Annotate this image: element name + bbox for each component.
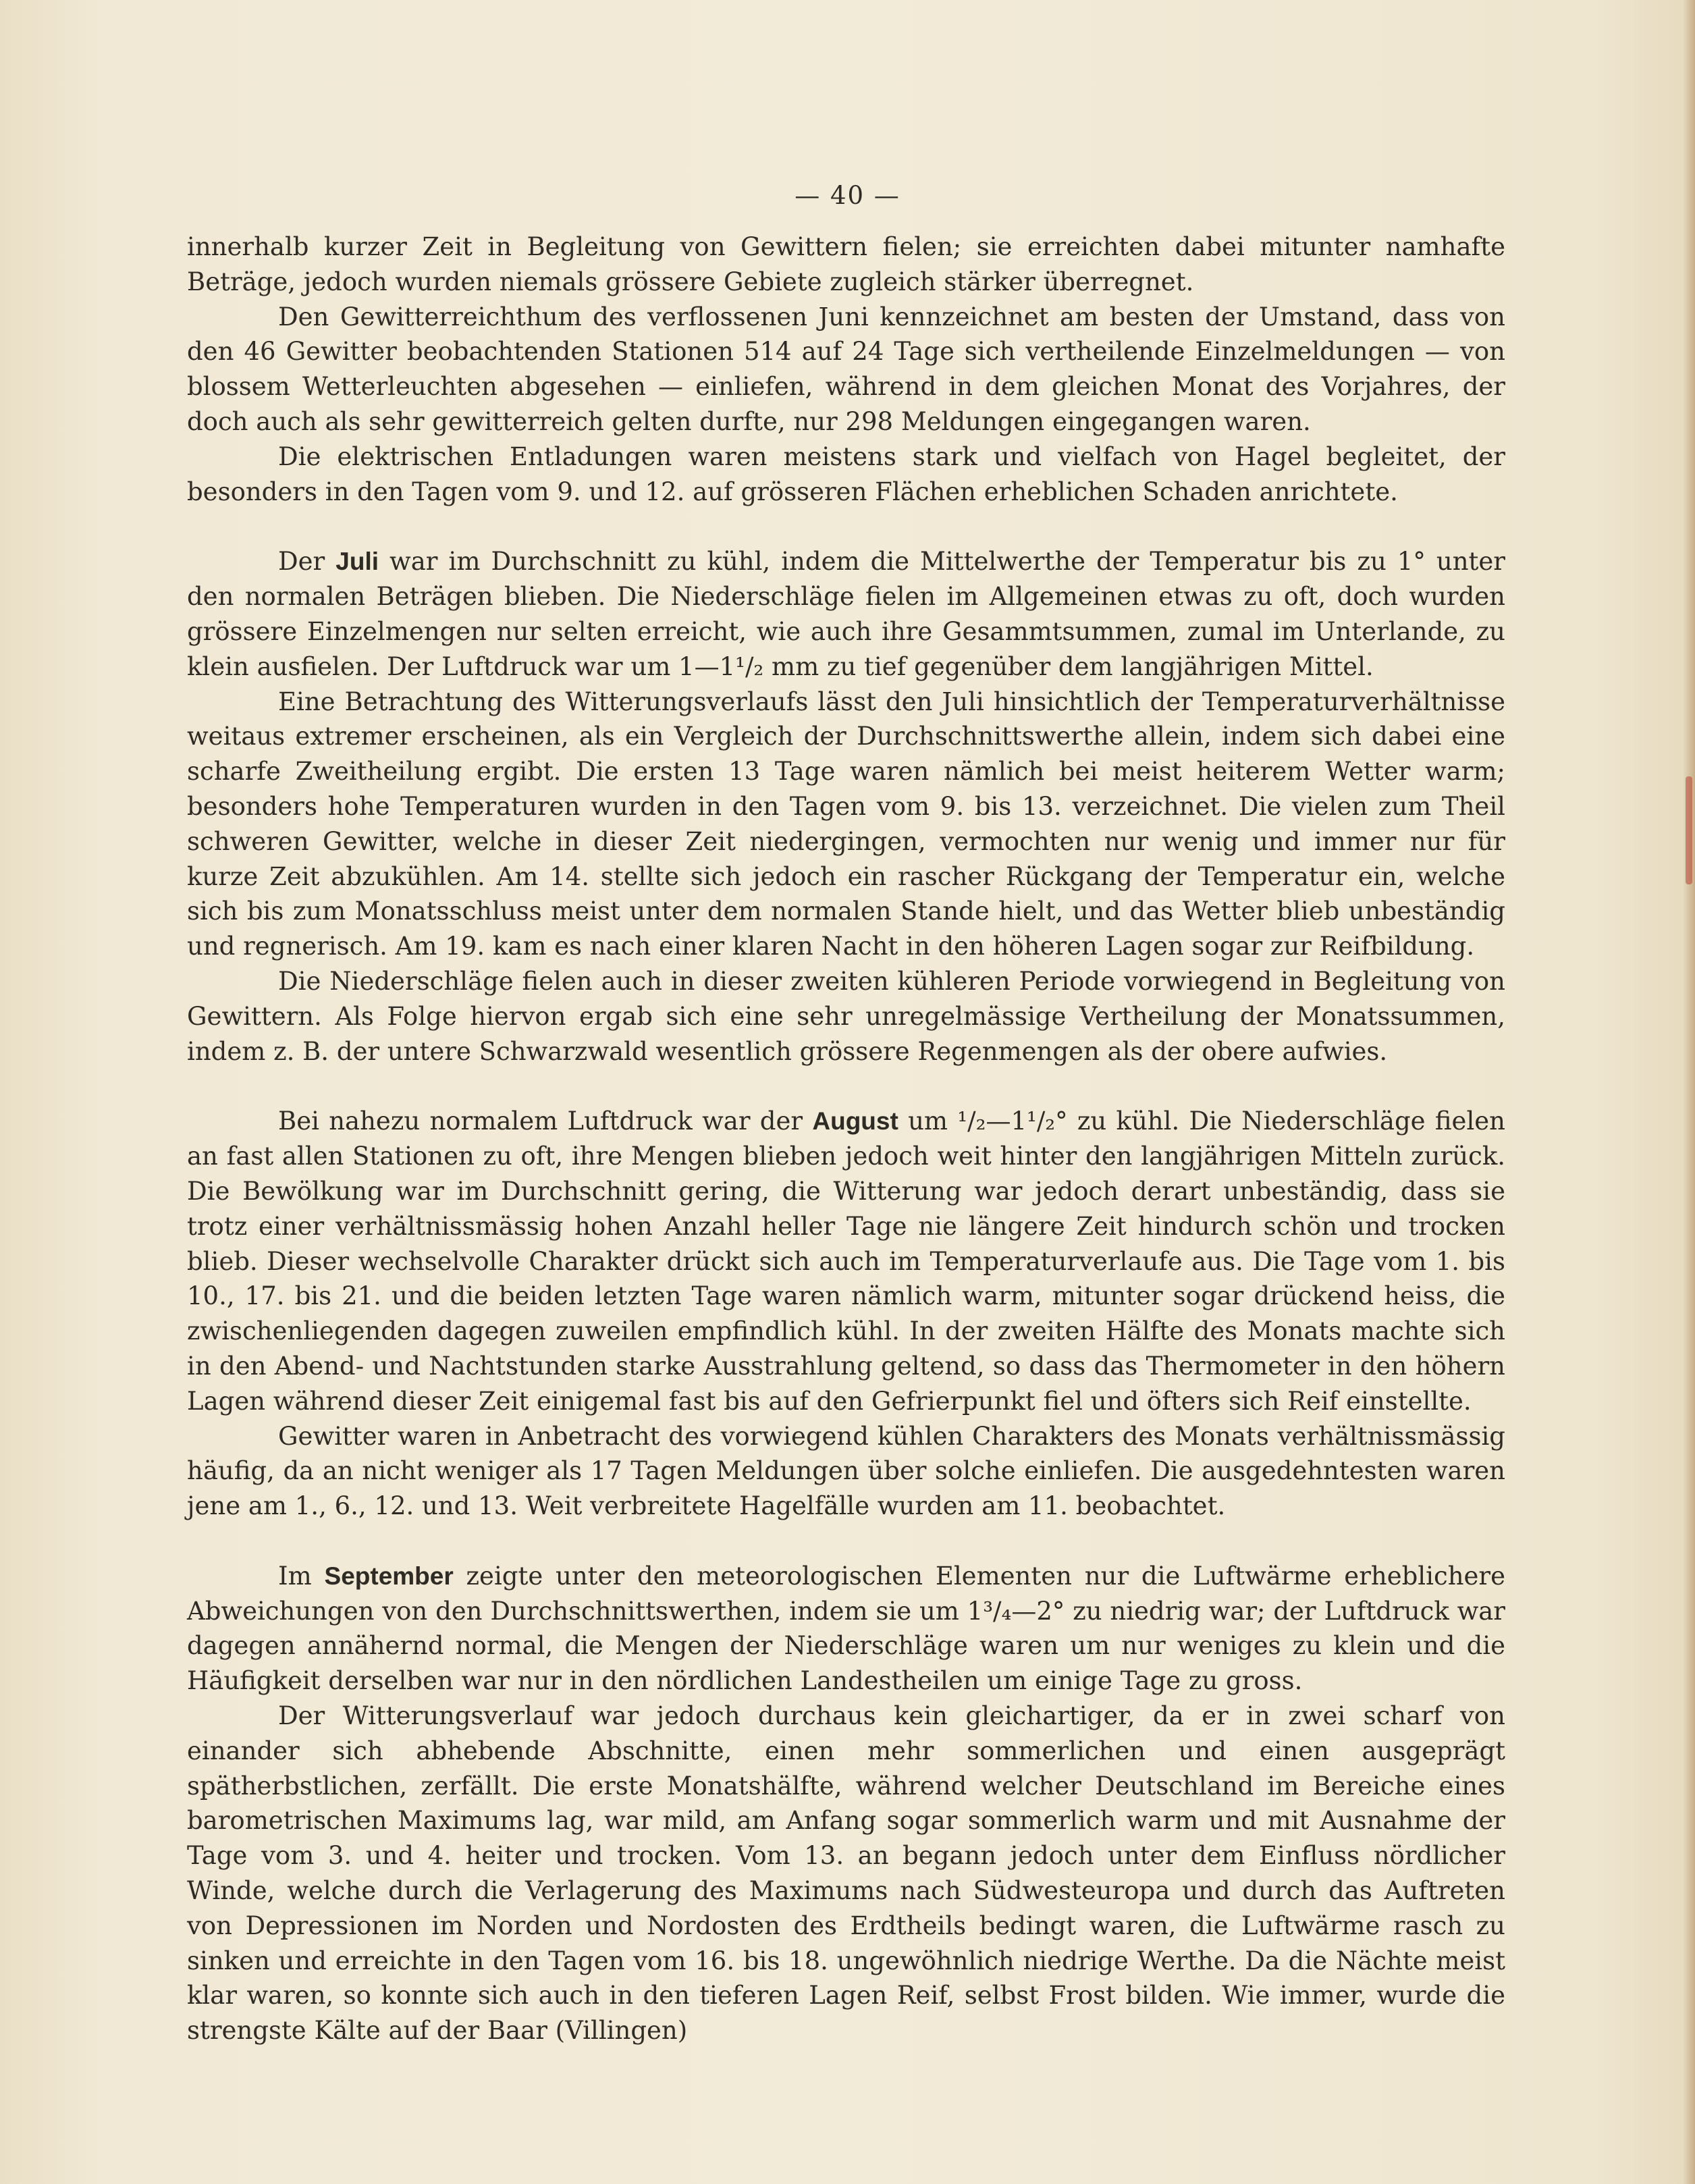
page-number: — 40 — xyxy=(795,181,900,210)
paragraph-june-thunderstorms xyxy=(187,300,1505,440)
paragraph-july-course xyxy=(187,685,1505,964)
paragraph-june-discharges xyxy=(187,440,1505,510)
paragraph-text: Die elektrischen Entladungen waren meistens stark und vielfach von Hagel begleitet, der besonders in den Tagen vom 9. und 12. auf grösseren Flächen erheblichen Schaden anrichtete. xyxy=(187,442,1505,506)
paragraph-july-precipitation xyxy=(187,964,1505,1069)
paragraph-july xyxy=(187,544,1505,684)
month-heading-july: Juli xyxy=(335,548,379,576)
paragraph-continuation xyxy=(187,230,1505,300)
paragraph-text: Gewitter waren in Anbetracht des vorwiegend kühlen Charakters des Monats verhältnissmässig häufig, da an nicht weniger als 17 Tagen Meldungen über solche einliefen. Die ausgedehntesten waren jene am 1., 6., 12. und 13. Weit verbreitete Hagelfälle wurden am 11. beobachtet. xyxy=(187,1421,1505,1521)
paragraph-text: um ¹/₂—1¹/₂° zu kühl. Die Niederschläge fielen an fast allen Stationen zu oft, ihre Mengen blieben jedoch weit hinter den langjährigen Mitteln zurück. Die Bewölkung war im Durchschnitt gering, die Witterung war jedoch derart unbeständig, dass sie trotz einer verhältnissmässig hohen Anzahl heller Tage nie längere Zeit hindurch schön und trocken blieb. Dieser wechselvolle Charakter drückt sich auch im Temperaturverlaufe aus. Die Tage vom 1. bis 10., 17. bis 21. und die beiden letzten Tage waren nämlich warm, mitunter sogar drückend heiss, die zwischenliegenden dagegen zuweilen empfindlich kühl. In der zweiten Hälfte des Monats machte sich in den Abend- und Nachtstunden starke Ausstrahlung geltend, so dass das Thermometer in den höhern Lagen während dieser Zeit einigemal fast bis auf den Gefrierpunkt fiel und öfters sich Reif einstellte. xyxy=(187,1107,1505,1416)
paragraph-text: Eine Betrachtung des Witterungsverlaufs lässt den Juli hinsichtlich der Temperaturverhältnisse weitaus extremer erscheinen, als ein Vergleich der Durchschnittswerthe allein, indem sich dabei eine scharfe Zweitheilung ergibt. Die ersten 13 Tage waren nämlich bei meist heiterem Wetter warm; besonders hohe Temperaturen wurden in den Tagen vom 9. bis 13. verzeichnet. Die vielen zum Theil schweren Gewitter, welche in dieser Zeit niedergingen, vermochten nur wenig und immer nur für kurze Zeit abzukühlen. Am 14. stellte sich jedoch ein rascher Rückgang der Temperatur ein, welche sich bis zum Monatsschluss meist unter dem normalen Stande hielt, und das Wetter blieb unbeständig und regnerisch. Am 19. kam es nach einer klaren Nacht in den höheren Lagen sogar zur Reifbildung. xyxy=(187,687,1505,961)
paragraph-text: Den Gewitterreichthum des verflossenen Juni kennzeichnet am besten der Umstand, dass von den 46 Gewitter beobachtenden Stationen 514 auf 24 Tage sich vertheilende Einzelmeldungen — von blossem Wetterleuchten abgesehen — einliefen, während in dem gleichen Monat des Vorjahres, der doch auch als sehr gewitterreich gelten durfte, nur 298 Meldungen eingegangen waren. xyxy=(187,302,1505,436)
paragraph-text: Der Witterungsverlauf war jedoch durchaus kein gleichartiger, da er in zwei scharf von einander sich abhebende Abschnitte, einen mehr sommerlichen und einen ausgeprägt spätherbstlichen, zerfällt. Die erste Monatshälfte, während welcher Deutschland im Bereiche eines barometrischen Maximums lag, war mild, am Anfang sogar sommerlich warm und mit Ausnahme der Tage vom 3. und 4. heiter und trocken. Vom 13. an begann jedoch unter dem Einfluss nördlicher Winde, welche durch die Verlagerung des Maximums nach Südwesteuropa und durch das Auftreten von Depressionen im Norden und Nordosten des Erdtheils bedingt waren, die Luftwärme rasch zu sinken und erreichte in den Tagen vom 16. bis 18. ungewöhnlich niedrige Werthe. Da die Nächte meist klar waren, so konnte sich auch in den tieferen Lagen Reif, selbst Frost bilden. Wie immer, wurde die strengste Kälte auf der Baar (Villingen) xyxy=(187,1701,1505,2046)
paragraph-text: Im xyxy=(278,1561,325,1591)
paragraph-september xyxy=(187,1559,1505,1699)
paragraph-text: Bei nahezu normalem Luftdruck war der xyxy=(278,1107,813,1136)
paragraph-september-course xyxy=(187,1699,1505,2048)
month-heading-september: September xyxy=(324,1562,454,1590)
paragraph-text: innerhalb kurzer Zeit in Begleitung von Gewittern fielen; sie erreichten dabei mitunter namhafte Beträge, jedoch wurden niemals grössere Gebiete zugleich stärker überregnet. xyxy=(187,232,1505,296)
paragraph-august-thunderstorms xyxy=(187,1419,1505,1524)
paragraph-text: Die Niederschläge fielen auch in dieser zweiten kühleren Periode vorwiegend in Begleitung von Gewittern. Als Folge hiervon ergab sich eine sehr unregelmässige Vertheilung der Monatssummen, indem z. B. der untere Schwarzwald wesentlich grössere Regenmengen als der obere aufwies. xyxy=(187,966,1505,1066)
paragraph-august xyxy=(187,1104,1505,1418)
month-heading-august: August xyxy=(812,1107,898,1136)
body-text xyxy=(187,230,1505,2048)
red-edge-stain xyxy=(1686,776,1692,884)
paragraph-text: zeigte unter den meteorologischen Elementen nur die Luftwärme erheblichere Abweichungen von den Durchschnittswerthen, indem sie um 1³/₄—2° zu niedrig war; der Luftdruck war dagegen annähernd normal, die Mengen der Niederschläge waren um nur weniges zu klein und die Häufigkeit derselben war nur in den nördlichen Landestheilen um einige Tage zu gross. xyxy=(187,1561,1506,1696)
paragraph-text: Der xyxy=(278,547,336,577)
page-edge-shadow xyxy=(1683,0,1695,2184)
paragraph-text: war im Durchschnitt zu kühl, indem die Mittelwerthe der Temperatur bis zu 1° unter den normalen Beträgen blieben. Die Niederschläge fielen im Allgemeinen etwas zu oft, doch wurden grössere Einzelmengen nur selten erreicht, wie auch ihre Gesammtsummen, zumal im Unterlande, zu klein ausfielen. Der Luftdruck war um 1—1¹/₂ mm zu tief gegenüber dem langjährigen Mittel. xyxy=(187,547,1505,681)
